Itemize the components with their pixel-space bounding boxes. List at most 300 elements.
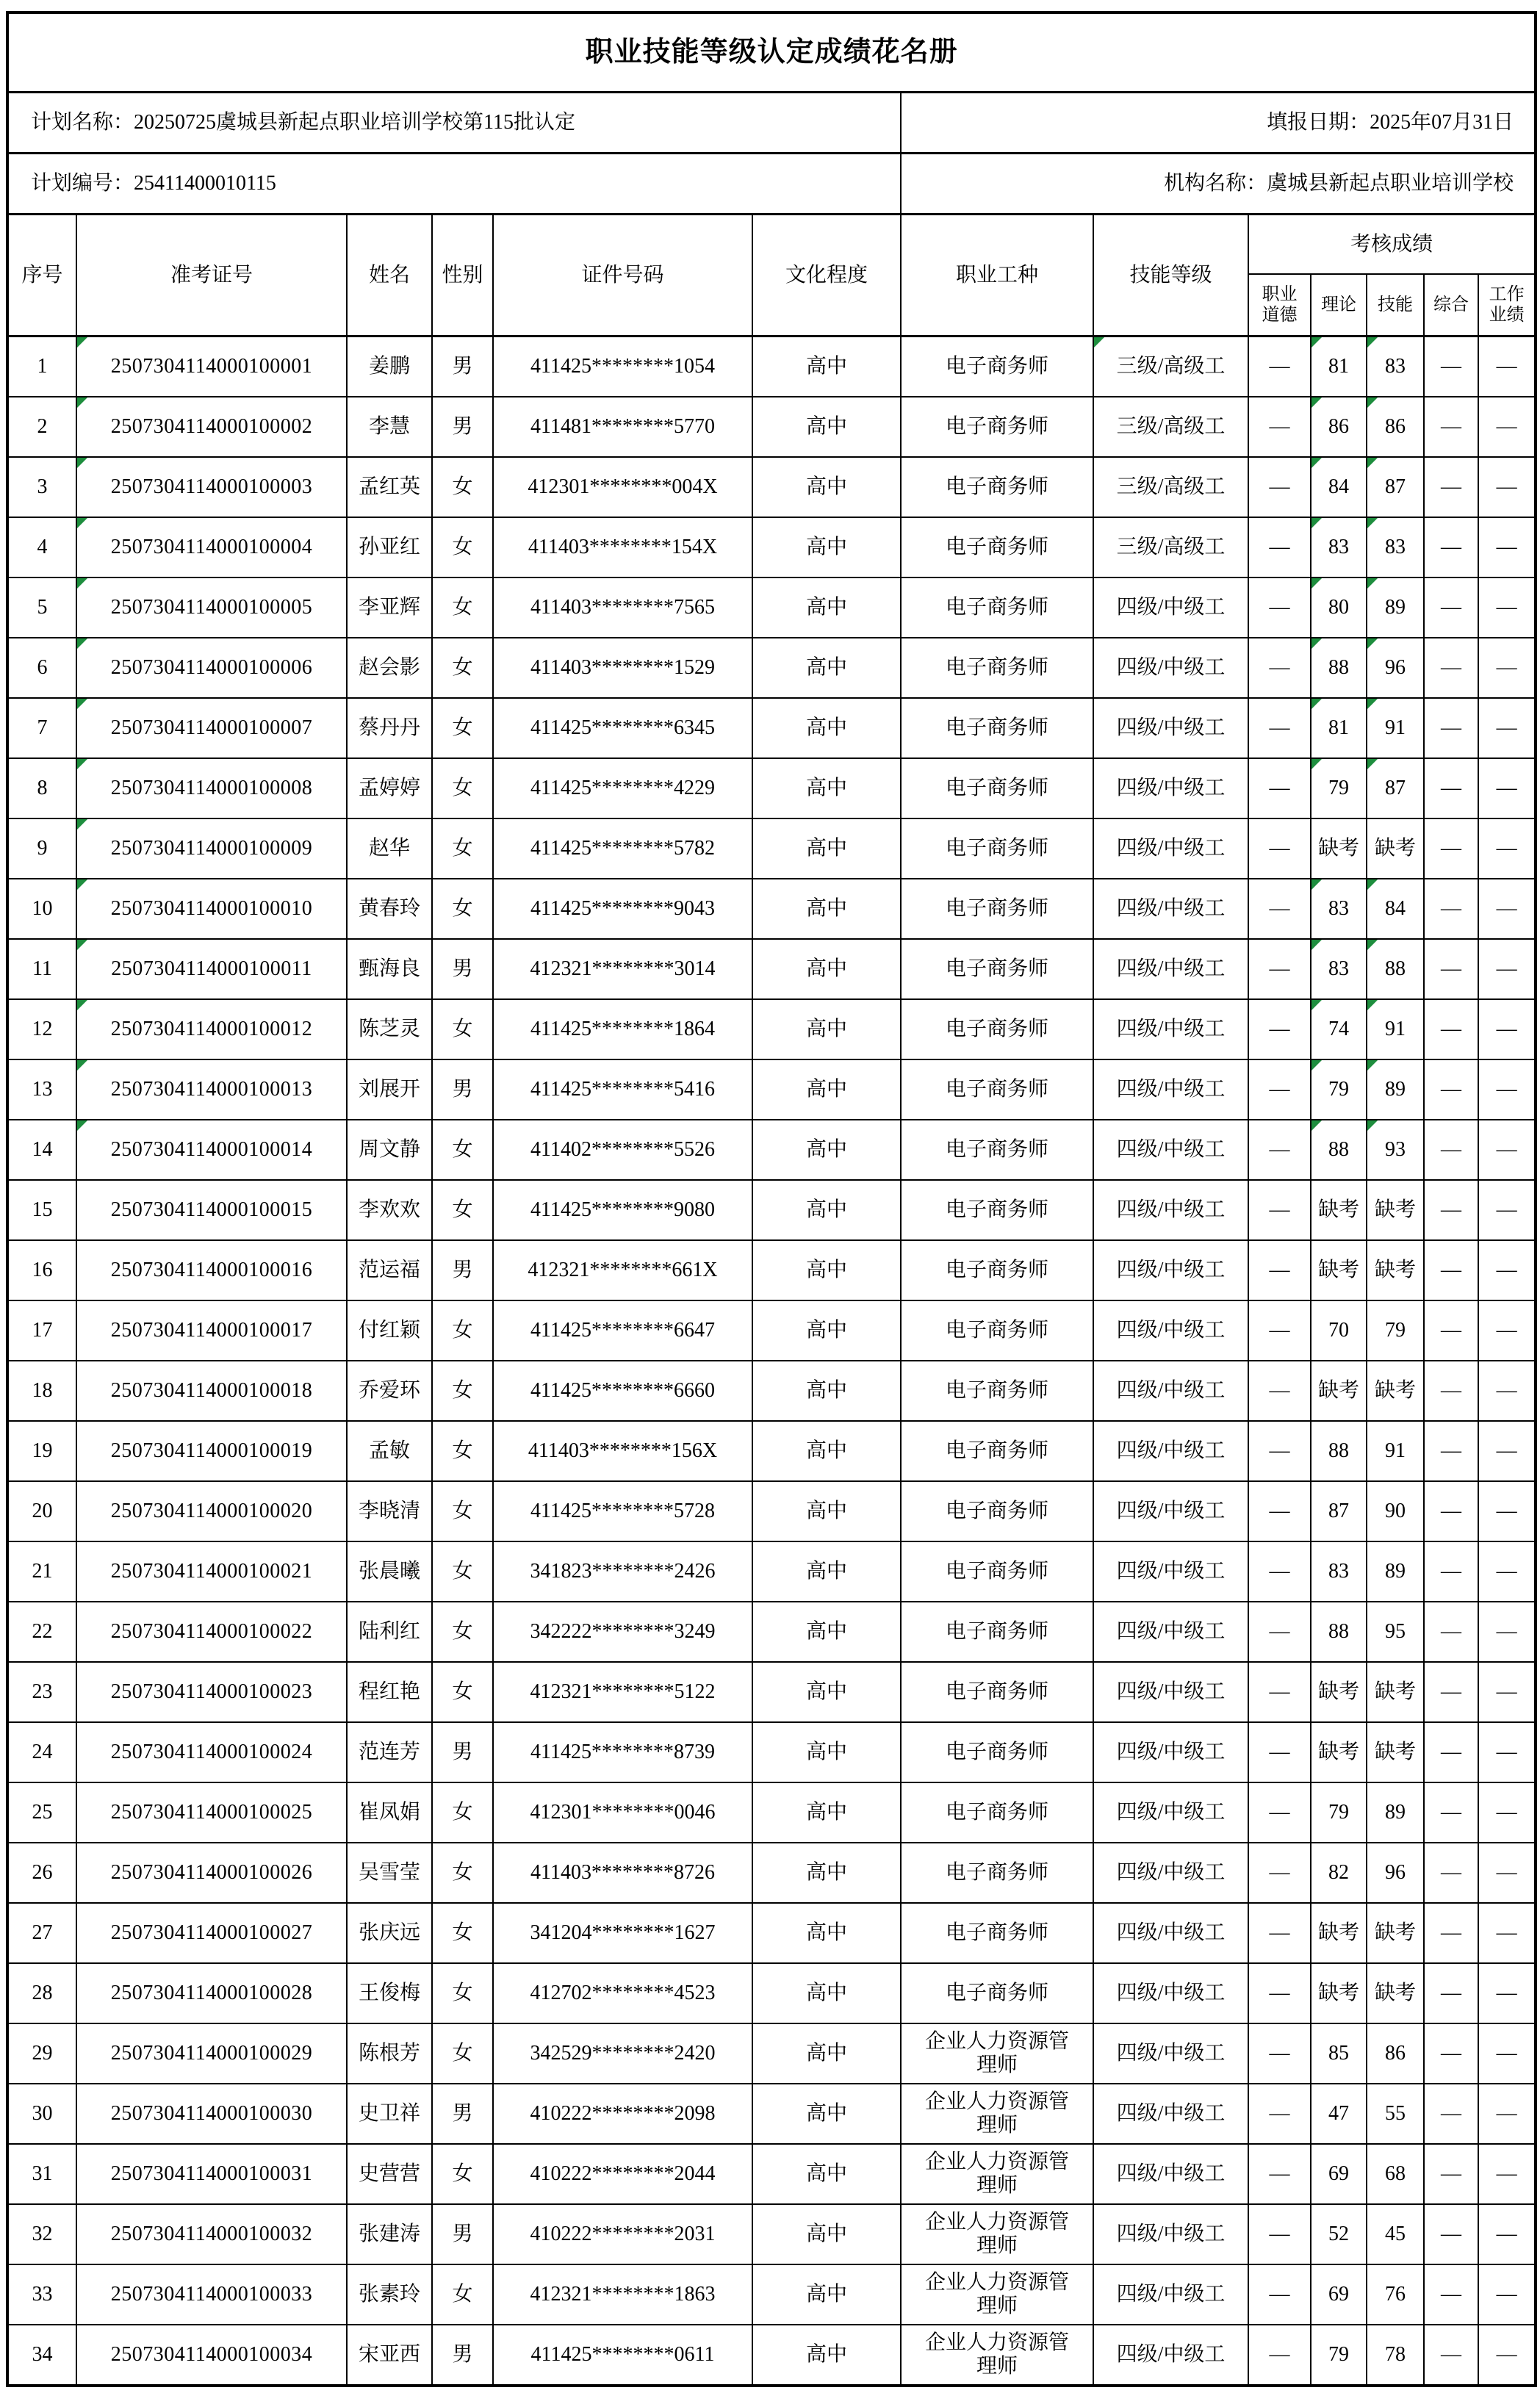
cell-work: — xyxy=(1478,1903,1536,1963)
table-row xyxy=(7,999,1536,1059)
cell-ticket: 2507304114000100013 xyxy=(76,1059,347,1120)
cell-work: — xyxy=(1478,1963,1536,2023)
cell-comp: — xyxy=(1424,1300,1478,1361)
cell-edu: 高中 xyxy=(752,457,901,517)
cell-skill: 89 xyxy=(1367,1782,1424,1843)
cell-no: 30 xyxy=(7,2084,76,2144)
cell-skill: 缺考 xyxy=(1367,1662,1424,1722)
cell-gender: 男 xyxy=(432,337,493,397)
cell-gender: 女 xyxy=(432,818,493,879)
table-row xyxy=(7,698,1536,758)
cell-work: — xyxy=(1478,818,1536,879)
cell-comp: — xyxy=(1424,1662,1478,1722)
cell-theory: 88 xyxy=(1311,638,1367,698)
cell-work: — xyxy=(1478,1180,1536,1240)
cell-level: 四级/中级工 xyxy=(1093,2084,1248,2144)
cell-no: 31 xyxy=(7,2144,76,2204)
cell-ticket: 2507304114000100027 xyxy=(76,1903,347,1963)
cell-id: 412702********4523 xyxy=(493,1963,752,2023)
cell-id: 412321********5122 xyxy=(493,1662,752,1722)
col-header-no: 序号 xyxy=(7,215,76,337)
cell-skill: 96 xyxy=(1367,1843,1424,1903)
cell-ethics: — xyxy=(1248,1120,1311,1180)
cell-id: 410222********2044 xyxy=(493,2144,752,2204)
error-marker-icon xyxy=(1311,940,1322,950)
cell-name: 赵华 xyxy=(347,818,432,879)
page-title: 职业技能等级认定成绩花名册 xyxy=(7,12,1536,93)
roster-table xyxy=(6,11,1537,2387)
cell-level: 四级/中级工 xyxy=(1093,698,1248,758)
cell-name: 程红艳 xyxy=(347,1662,432,1722)
cell-work: — xyxy=(1478,2144,1536,2204)
cell-theory: 79 xyxy=(1311,1059,1367,1120)
cell-job: 电子商务师 xyxy=(901,999,1093,1059)
cell-name: 付红颖 xyxy=(347,1300,432,1361)
cell-theory: 85 xyxy=(1311,2023,1367,2084)
cell-comp: — xyxy=(1424,939,1478,999)
cell-theory: 83 xyxy=(1311,1541,1367,1602)
cell-ticket: 2507304114000100031 xyxy=(76,2144,347,2204)
cell-comp: — xyxy=(1424,818,1478,879)
cell-gender: 女 xyxy=(432,457,493,517)
cell-id: 412321********1863 xyxy=(493,2264,752,2325)
error-marker-icon xyxy=(1311,397,1322,408)
cell-comp: — xyxy=(1424,1120,1478,1180)
cell-level: 三级/高级工 xyxy=(1093,337,1248,397)
cell-work: — xyxy=(1478,1782,1536,1843)
cell-edu: 高中 xyxy=(752,2325,901,2386)
error-marker-icon xyxy=(1367,518,1378,528)
error-marker-icon xyxy=(1311,699,1322,709)
cell-no: 25 xyxy=(7,1782,76,1843)
cell-ethics: — xyxy=(1248,1300,1311,1361)
cell-name: 崔凤娟 xyxy=(347,1782,432,1843)
cell-comp: — xyxy=(1424,2264,1478,2325)
cell-edu: 高中 xyxy=(752,1240,901,1300)
cell-ethics: — xyxy=(1248,2264,1311,2325)
cell-work: — xyxy=(1478,638,1536,698)
cell-edu: 高中 xyxy=(752,2084,901,2144)
table-row xyxy=(7,397,1536,457)
cell-id: 411425********4229 xyxy=(493,758,752,818)
error-marker-icon xyxy=(77,518,87,528)
col-header-occupation: 职业工种 xyxy=(901,215,1093,337)
cell-gender: 女 xyxy=(432,1782,493,1843)
cell-name: 张建涛 xyxy=(347,2204,432,2264)
cell-ethics: — xyxy=(1248,999,1311,1059)
cell-edu: 高中 xyxy=(752,337,901,397)
cell-skill: 89 xyxy=(1367,1059,1424,1120)
cell-gender: 女 xyxy=(432,999,493,1059)
cell-job: 电子商务师 xyxy=(901,1782,1093,1843)
cell-skill: 86 xyxy=(1367,397,1424,457)
cell-no: 10 xyxy=(7,879,76,939)
table-row xyxy=(7,1782,1536,1843)
roster-sheet xyxy=(6,11,1534,2387)
cell-ethics: — xyxy=(1248,1361,1311,1421)
cell-job: 企业人力资源管理师 xyxy=(901,2144,1093,2204)
cell-level: 四级/中级工 xyxy=(1093,1602,1248,1662)
cell-comp: — xyxy=(1424,1481,1478,1541)
cell-ethics: — xyxy=(1248,638,1311,698)
cell-no: 29 xyxy=(7,2023,76,2084)
cell-id: 342222********3249 xyxy=(493,1602,752,1662)
cell-id: 411481********5770 xyxy=(493,397,752,457)
cell-level: 四级/中级工 xyxy=(1093,1481,1248,1541)
cell-edu: 高中 xyxy=(752,517,901,577)
cell-theory: 缺考 xyxy=(1311,1180,1367,1240)
cell-work: — xyxy=(1478,517,1536,577)
cell-theory: 69 xyxy=(1311,2144,1367,2204)
cell-no: 13 xyxy=(7,1059,76,1120)
cell-ethics: — xyxy=(1248,2144,1311,2204)
cell-ticket: 2507304114000100017 xyxy=(76,1300,347,1361)
cell-skill: 87 xyxy=(1367,758,1424,818)
cell-level: 四级/中级工 xyxy=(1093,1963,1248,2023)
cell-theory: 69 xyxy=(1311,2264,1367,2325)
report-date-cell: 填报日期：2025年07月31日 xyxy=(901,93,1536,154)
cell-name: 黄春玲 xyxy=(347,879,432,939)
cell-id: 341204********1627 xyxy=(493,1903,752,1963)
cell-comp: — xyxy=(1424,2325,1478,2386)
cell-work: — xyxy=(1478,1722,1536,1782)
cell-theory: 86 xyxy=(1311,397,1367,457)
cell-ethics: — xyxy=(1248,457,1311,517)
cell-no: 23 xyxy=(7,1662,76,1722)
cell-level: 四级/中级工 xyxy=(1093,1421,1248,1481)
error-marker-icon xyxy=(1367,1120,1378,1131)
cell-ethics: — xyxy=(1248,698,1311,758)
cell-ticket: 2507304114000100018 xyxy=(76,1361,347,1421)
cell-id: 342529********2420 xyxy=(493,2023,752,2084)
cell-no: 7 xyxy=(7,698,76,758)
cell-no: 16 xyxy=(7,1240,76,1300)
cell-edu: 高中 xyxy=(752,818,901,879)
cell-comp: — xyxy=(1424,1782,1478,1843)
info-row-2 xyxy=(7,154,1536,215)
cell-edu: 高中 xyxy=(752,1843,901,1903)
cell-level: 四级/中级工 xyxy=(1093,2325,1248,2386)
cell-comp: — xyxy=(1424,577,1478,638)
cell-name: 陈根芳 xyxy=(347,2023,432,2084)
cell-no: 33 xyxy=(7,2264,76,2325)
error-marker-icon xyxy=(1367,1000,1378,1010)
cell-level: 四级/中级工 xyxy=(1093,1059,1248,1120)
cell-edu: 高中 xyxy=(752,2144,901,2204)
cell-theory: 74 xyxy=(1311,999,1367,1059)
cell-level: 三级/高级工 xyxy=(1093,517,1248,577)
cell-work: — xyxy=(1478,2023,1536,2084)
cell-name: 范连芳 xyxy=(347,1722,432,1782)
subcol-header-work: 工作业绩 xyxy=(1478,274,1536,337)
cell-id: 411425********6345 xyxy=(493,698,752,758)
cell-theory: 缺考 xyxy=(1311,1963,1367,2023)
cell-id: 411403********154X xyxy=(493,517,752,577)
col-header-id: 证件号码 xyxy=(493,215,752,337)
cell-work: — xyxy=(1478,1421,1536,1481)
table-row xyxy=(7,1602,1536,1662)
cell-edu: 高中 xyxy=(752,1903,901,1963)
cell-ticket: 2507304114000100029 xyxy=(76,2023,347,2084)
cell-ticket: 2507304114000100016 xyxy=(76,1240,347,1300)
cell-name: 张晨曦 xyxy=(347,1541,432,1602)
error-marker-icon xyxy=(1367,699,1378,709)
cell-ethics: — xyxy=(1248,1903,1311,1963)
cell-ticket: 2507304114000100012 xyxy=(76,999,347,1059)
cell-no: 22 xyxy=(7,1602,76,1662)
cell-gender: 女 xyxy=(432,1662,493,1722)
cell-ticket: 2507304114000100033 xyxy=(76,2264,347,2325)
cell-name: 乔爱环 xyxy=(347,1361,432,1421)
cell-ethics: — xyxy=(1248,577,1311,638)
table-row xyxy=(7,2084,1536,2144)
cell-theory: 79 xyxy=(1311,1782,1367,1843)
cell-work: — xyxy=(1478,2084,1536,2144)
cell-edu: 高中 xyxy=(752,1361,901,1421)
cell-job: 企业人力资源管理师 xyxy=(901,2023,1093,2084)
cell-ticket: 2507304114000100015 xyxy=(76,1180,347,1240)
cell-theory: 83 xyxy=(1311,939,1367,999)
cell-level: 四级/中级工 xyxy=(1093,2264,1248,2325)
cell-id: 412301********0046 xyxy=(493,1782,752,1843)
cell-name: 李亚辉 xyxy=(347,577,432,638)
cell-theory: 87 xyxy=(1311,1481,1367,1541)
cell-level: 四级/中级工 xyxy=(1093,1120,1248,1180)
cell-comp: — xyxy=(1424,638,1478,698)
cell-level: 四级/中级工 xyxy=(1093,1722,1248,1782)
cell-edu: 高中 xyxy=(752,1782,901,1843)
cell-ethics: — xyxy=(1248,1421,1311,1481)
cell-work: — xyxy=(1478,1843,1536,1903)
error-marker-icon xyxy=(77,1060,87,1070)
table-row xyxy=(7,2204,1536,2264)
error-marker-icon xyxy=(77,699,87,709)
cell-job: 企业人力资源管理师 xyxy=(901,2084,1093,2144)
plan-code-cell: 计划编号：25411400010115 xyxy=(7,154,901,215)
cell-edu: 高中 xyxy=(752,638,901,698)
cell-edu: 高中 xyxy=(752,2264,901,2325)
cell-no: 19 xyxy=(7,1421,76,1481)
cell-work: — xyxy=(1478,698,1536,758)
error-marker-icon xyxy=(1311,337,1322,348)
cell-level: 三级/高级工 xyxy=(1093,397,1248,457)
cell-name: 孟敏 xyxy=(347,1421,432,1481)
cell-no: 11 xyxy=(7,939,76,999)
cell-no: 27 xyxy=(7,1903,76,1963)
cell-job: 电子商务师 xyxy=(901,1240,1093,1300)
cell-job: 电子商务师 xyxy=(901,939,1093,999)
cell-level: 四级/中级工 xyxy=(1093,2023,1248,2084)
table-row xyxy=(7,2144,1536,2204)
cell-comp: — xyxy=(1424,2023,1478,2084)
subcol-header-comprehensive: 综合 xyxy=(1424,274,1478,337)
cell-no: 1 xyxy=(7,337,76,397)
cell-theory: 88 xyxy=(1311,1602,1367,1662)
cell-name: 史卫祥 xyxy=(347,2084,432,2144)
error-marker-icon xyxy=(1367,759,1378,769)
cell-gender: 女 xyxy=(432,1541,493,1602)
cell-id: 410222********2098 xyxy=(493,2084,752,2144)
cell-no: 12 xyxy=(7,999,76,1059)
error-marker-icon xyxy=(1311,578,1322,589)
cell-skill: 96 xyxy=(1367,638,1424,698)
cell-gender: 女 xyxy=(432,698,493,758)
cell-comp: — xyxy=(1424,2084,1478,2144)
error-marker-icon xyxy=(77,1000,87,1010)
cell-level: 四级/中级工 xyxy=(1093,758,1248,818)
cell-ticket: 2507304114000100005 xyxy=(76,577,347,638)
cell-no: 2 xyxy=(7,397,76,457)
cell-work: — xyxy=(1478,1481,1536,1541)
cell-comp: — xyxy=(1424,517,1478,577)
cell-no: 21 xyxy=(7,1541,76,1602)
cell-edu: 高中 xyxy=(752,758,901,818)
cell-level: 四级/中级工 xyxy=(1093,1240,1248,1300)
error-marker-icon xyxy=(77,337,87,348)
col-header-ticket: 准考证号 xyxy=(76,215,347,337)
cell-comp: — xyxy=(1424,397,1478,457)
cell-gender: 男 xyxy=(432,939,493,999)
cell-job: 电子商务师 xyxy=(901,1662,1093,1722)
cell-edu: 高中 xyxy=(752,1300,901,1361)
cell-comp: — xyxy=(1424,457,1478,517)
cell-gender: 女 xyxy=(432,638,493,698)
cell-gender: 女 xyxy=(432,1421,493,1481)
error-marker-icon xyxy=(1367,879,1378,890)
cell-skill: 91 xyxy=(1367,1421,1424,1481)
cell-level: 四级/中级工 xyxy=(1093,1843,1248,1903)
cell-job: 电子商务师 xyxy=(901,517,1093,577)
cell-job: 电子商务师 xyxy=(901,1843,1093,1903)
plan-name-cell: 计划名称：20250725虞城县新起点职业培训学校第115批认定 xyxy=(7,93,901,154)
cell-job: 电子商务师 xyxy=(901,638,1093,698)
cell-id: 411403********7565 xyxy=(493,577,752,638)
cell-job: 电子商务师 xyxy=(901,1300,1093,1361)
col-header-skill-level: 技能等级 xyxy=(1093,215,1248,337)
cell-ethics: — xyxy=(1248,1662,1311,1722)
cell-ticket: 2507304114000100019 xyxy=(76,1421,347,1481)
table-row xyxy=(7,638,1536,698)
cell-level: 四级/中级工 xyxy=(1093,999,1248,1059)
cell-name: 孙亚红 xyxy=(347,517,432,577)
cell-no: 17 xyxy=(7,1300,76,1361)
table-row xyxy=(7,517,1536,577)
cell-ethics: — xyxy=(1248,337,1311,397)
cell-name: 张庆远 xyxy=(347,1903,432,1963)
cell-level: 四级/中级工 xyxy=(1093,1662,1248,1722)
cell-ethics: — xyxy=(1248,1722,1311,1782)
cell-job: 电子商务师 xyxy=(901,1361,1093,1421)
cell-level: 四级/中级工 xyxy=(1093,818,1248,879)
cell-gender: 男 xyxy=(432,2204,493,2264)
error-marker-icon xyxy=(1311,1120,1322,1131)
cell-ethics: — xyxy=(1248,1180,1311,1240)
cell-level: 四级/中级工 xyxy=(1093,638,1248,698)
cell-gender: 男 xyxy=(432,1059,493,1120)
cell-name: 孟婷婷 xyxy=(347,758,432,818)
table-row xyxy=(7,758,1536,818)
header-row xyxy=(7,215,1536,275)
error-marker-icon xyxy=(1367,337,1378,348)
cell-id: 411425********6647 xyxy=(493,1300,752,1361)
cell-theory: 82 xyxy=(1311,1843,1367,1903)
cell-ticket: 2507304114000100028 xyxy=(76,1963,347,2023)
cell-no: 14 xyxy=(7,1120,76,1180)
cell-name: 张素玲 xyxy=(347,2264,432,2325)
cell-edu: 高中 xyxy=(752,1120,901,1180)
cell-comp: — xyxy=(1424,2204,1478,2264)
cell-work: — xyxy=(1478,1361,1536,1421)
cell-work: — xyxy=(1478,1602,1536,1662)
table-row xyxy=(7,1481,1536,1541)
cell-no: 5 xyxy=(7,577,76,638)
cell-ticket: 2507304114000100020 xyxy=(76,1481,347,1541)
cell-gender: 女 xyxy=(432,1180,493,1240)
cell-ethics: — xyxy=(1248,1541,1311,1602)
table-row xyxy=(7,577,1536,638)
cell-skill: 91 xyxy=(1367,999,1424,1059)
cell-work: — xyxy=(1478,457,1536,517)
cell-theory: 70 xyxy=(1311,1300,1367,1361)
cell-skill: 88 xyxy=(1367,939,1424,999)
cell-gender: 女 xyxy=(432,1903,493,1963)
cell-name: 蔡丹丹 xyxy=(347,698,432,758)
cell-id: 411425********6660 xyxy=(493,1361,752,1421)
error-marker-icon xyxy=(1311,1060,1322,1070)
cell-theory: 88 xyxy=(1311,1421,1367,1481)
cell-id: 411425********5782 xyxy=(493,818,752,879)
cell-ticket: 2507304114000100004 xyxy=(76,517,347,577)
cell-no: 20 xyxy=(7,1481,76,1541)
cell-gender: 女 xyxy=(432,1481,493,1541)
cell-job: 电子商务师 xyxy=(901,1541,1093,1602)
cell-work: — xyxy=(1478,577,1536,638)
cell-skill: 89 xyxy=(1367,1541,1424,1602)
cell-work: — xyxy=(1478,1541,1536,1602)
cell-job: 电子商务师 xyxy=(901,1963,1093,2023)
cell-gender: 女 xyxy=(432,2144,493,2204)
cell-comp: — xyxy=(1424,1541,1478,1602)
cell-skill: 缺考 xyxy=(1367,1903,1424,1963)
cell-job: 电子商务师 xyxy=(901,1903,1093,1963)
cell-no: 6 xyxy=(7,638,76,698)
title-row xyxy=(7,12,1536,93)
table-row xyxy=(7,1662,1536,1722)
cell-work: — xyxy=(1478,2204,1536,2264)
cell-gender: 女 xyxy=(432,1120,493,1180)
cell-gender: 女 xyxy=(432,1843,493,1903)
cell-skill: 45 xyxy=(1367,2204,1424,2264)
table-row xyxy=(7,1722,1536,1782)
cell-ticket: 2507304114000100024 xyxy=(76,1722,347,1782)
cell-gender: 女 xyxy=(432,1300,493,1361)
cell-skill: 缺考 xyxy=(1367,1722,1424,1782)
cell-ticket: 2507304114000100002 xyxy=(76,397,347,457)
cell-name: 王俊梅 xyxy=(347,1963,432,2023)
table-row xyxy=(7,818,1536,879)
cell-level: 四级/中级工 xyxy=(1093,1361,1248,1421)
table-row xyxy=(7,1300,1536,1361)
error-marker-icon xyxy=(1311,518,1322,528)
cell-name: 赵会影 xyxy=(347,638,432,698)
cell-work: — xyxy=(1478,337,1536,397)
cell-edu: 高中 xyxy=(752,999,901,1059)
cell-id: 341823********2426 xyxy=(493,1541,752,1602)
table-row xyxy=(7,1361,1536,1421)
cell-gender: 男 xyxy=(432,1722,493,1782)
cell-skill: 93 xyxy=(1367,1120,1424,1180)
cell-id: 411403********8726 xyxy=(493,1843,752,1903)
